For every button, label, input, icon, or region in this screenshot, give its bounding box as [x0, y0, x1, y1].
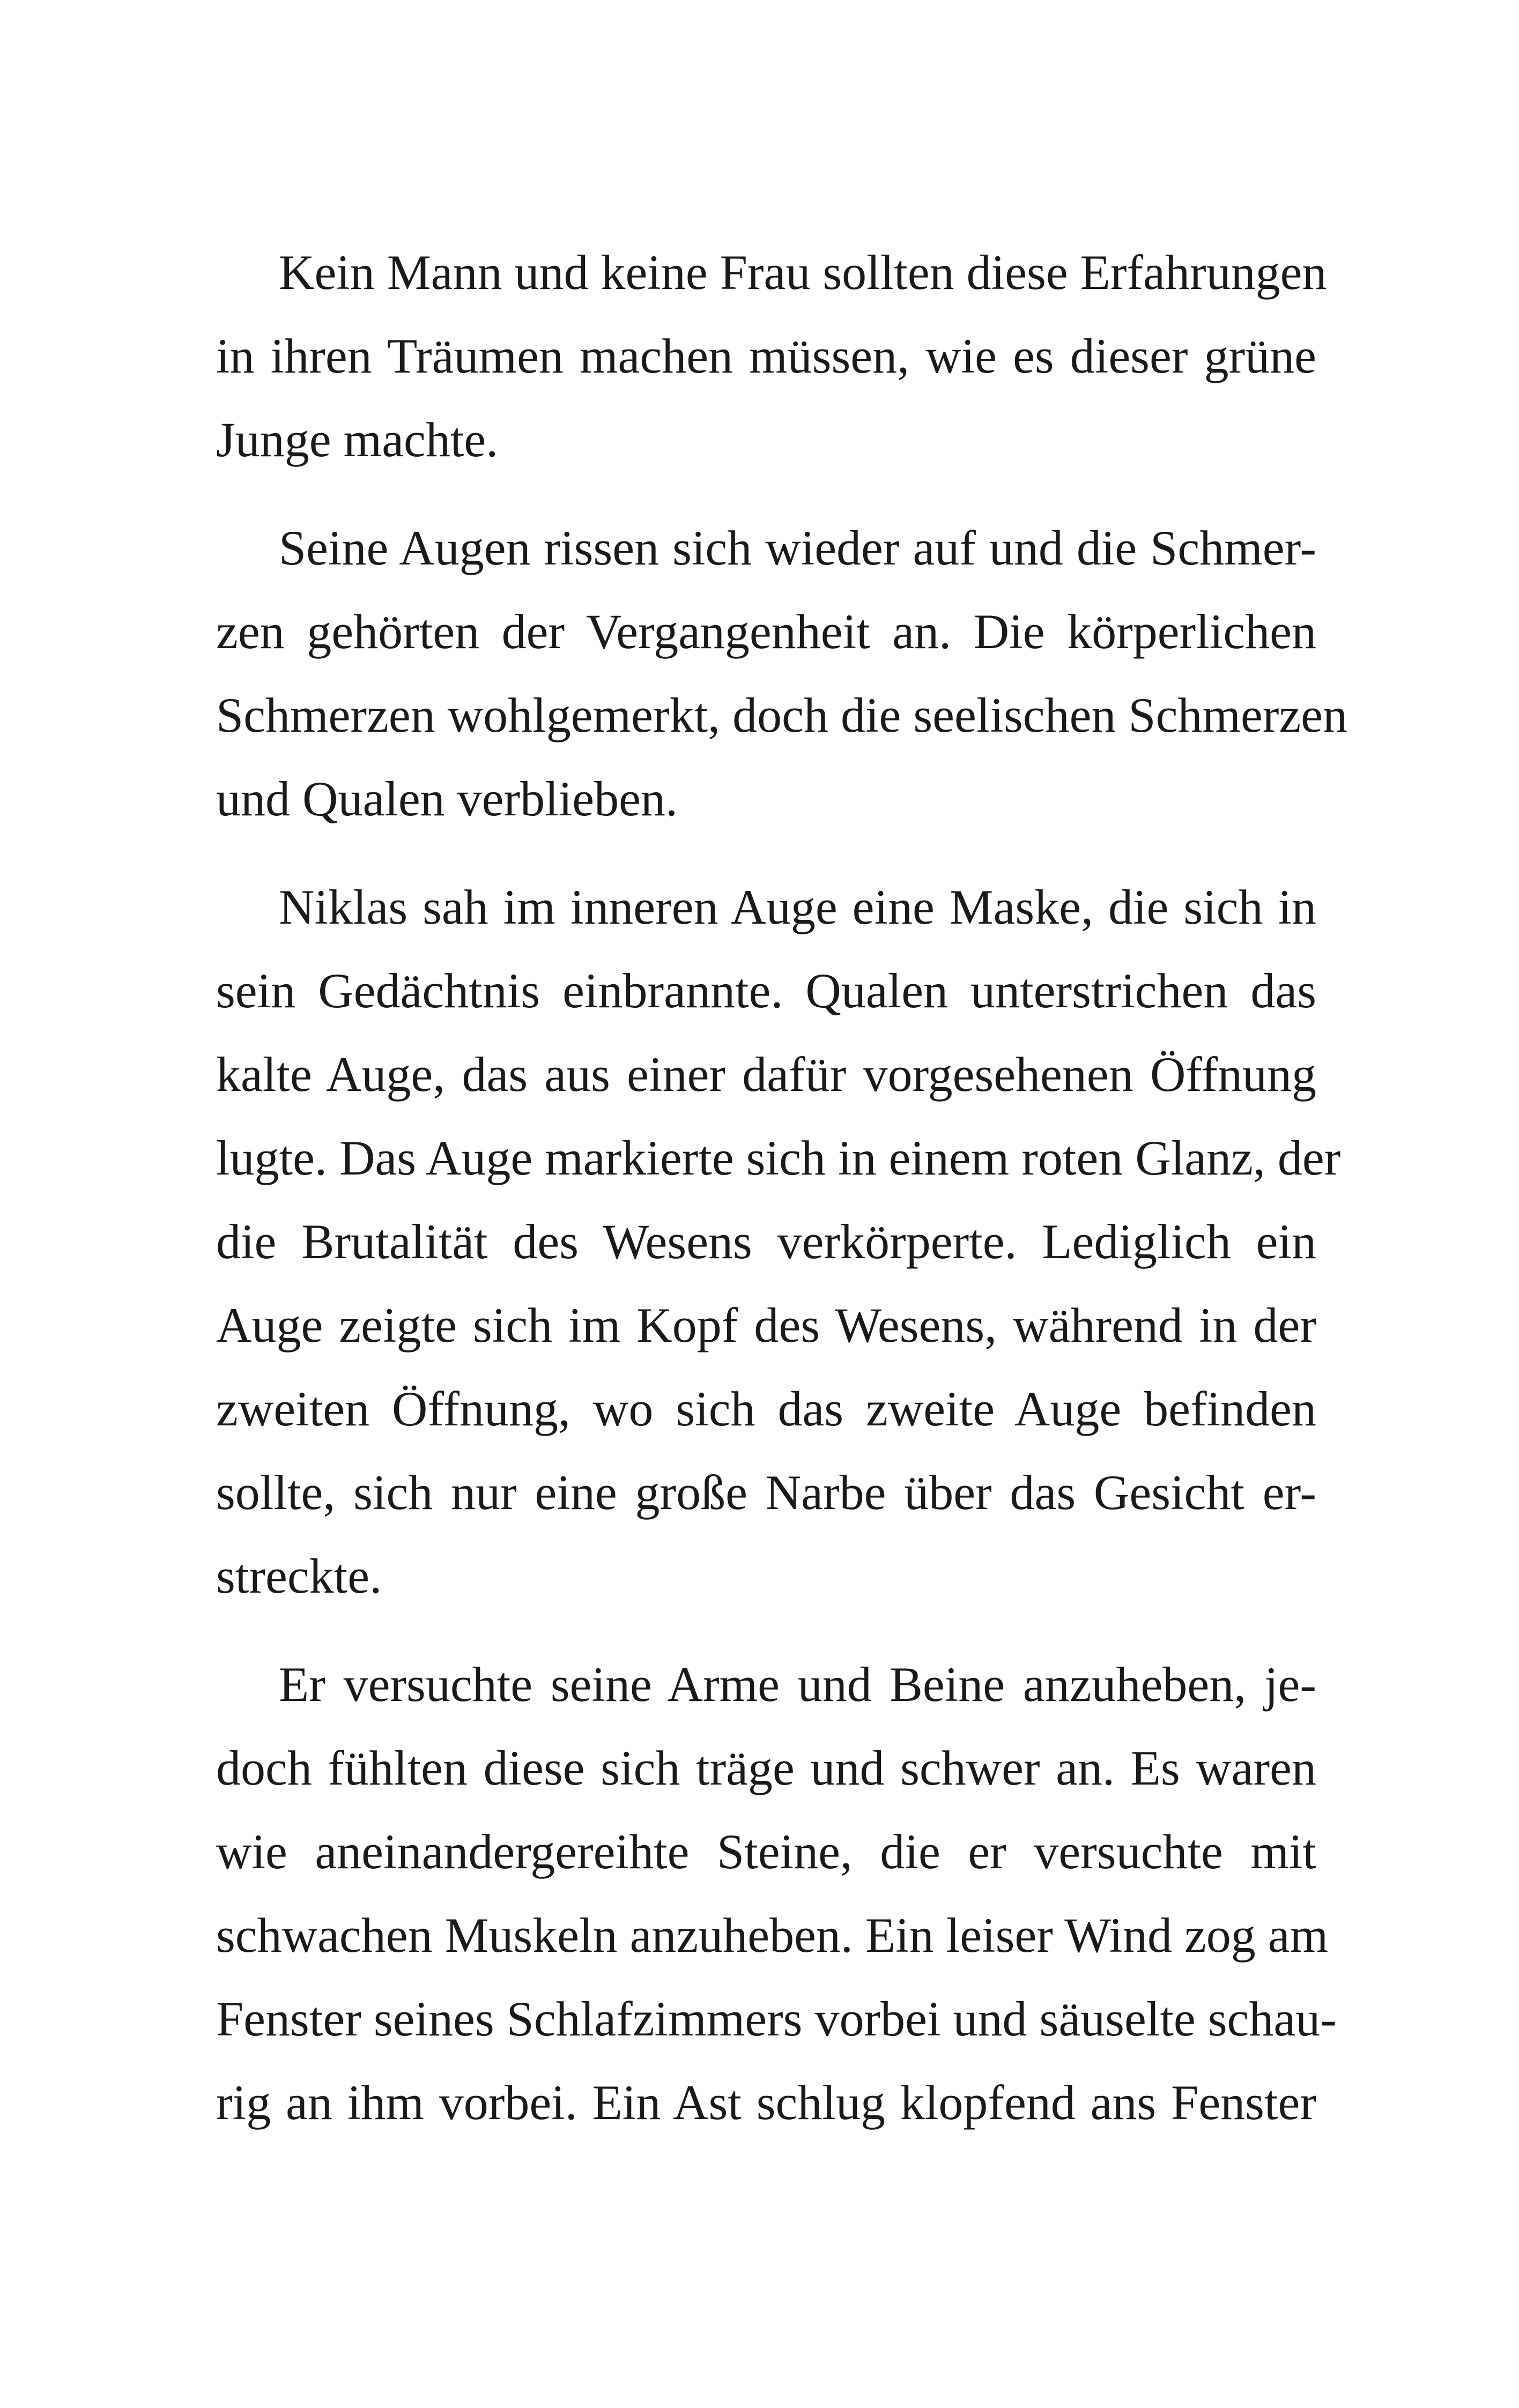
text-line: kalte Auge, das aus einer dafür vorgesehenen Öffnung — [216, 1047, 1316, 1102]
paragraph-gap — [216, 1618, 1316, 1643]
text-line: sollte, sich nur eine große Narbe über das Gesicht er- — [216, 1465, 1316, 1520]
text-line: Fenster seines Schlafzimmers vorbei und säuselte schau- — [216, 1991, 1337, 2046]
text-line: Kein Mann und keine Frau sollten diese Erfahrungen — [279, 245, 1327, 300]
text-line: die Brutalität des Wesens verkörperte. Lediglich ein — [216, 1214, 1316, 1269]
text-line: in ihren Träumen machen müssen, wie es dieser grüne — [216, 329, 1316, 383]
text-line: wie aneinandergereihte Steine, die er versuchte mit — [216, 1824, 1316, 1879]
paragraph — [216, 231, 1327, 481]
text-line: Auge zeigte sich im Kopf des Wesens, während in der — [216, 1298, 1316, 1352]
text-line: Seine Augen rissen sich wieder auf und die Schmer- — [279, 521, 1316, 575]
text-line: Junge machte. — [216, 412, 499, 467]
text-line: doch fühlten diese sich träge und schwer an. Es waren — [216, 1741, 1316, 1795]
text-line: rig an ihm vorbei. Ein Ast schlug klopfend ans Fenster — [216, 2075, 1316, 2130]
text-line: Niklas sah im inneren Auge eine Maske, die sich in — [279, 880, 1316, 934]
body-text — [216, 231, 1348, 2144]
text-line: streckte. — [216, 1549, 382, 1603]
text-line: lugte. Das Auge markierte sich in einem roten Glanz, der — [216, 1131, 1341, 1185]
paragraph — [216, 865, 1341, 1618]
text-line: sein Gedächtnis einbrannte. Qualen unterstrichen das — [216, 963, 1316, 1018]
paragraph — [216, 506, 1348, 841]
text-line: und Qualen verblieben. — [216, 771, 678, 826]
text-line: Er versuchte seine Arme und Beine anzuheben, je- — [279, 1657, 1316, 1712]
paragraph — [216, 1643, 1337, 2144]
text-line: schwachen Muskeln anzuheben. Ein leiser Wind zog am — [216, 1908, 1329, 1963]
paragraph-gap — [216, 841, 1316, 865]
text-line: Schmerzen wohlgemerkt, doch die seelischen Schmerzen — [216, 688, 1348, 742]
text-line: zen gehörten der Vergangenheit an. Die körperlichen — [216, 604, 1316, 659]
text-line: zweiten Öffnung, wo sich das zweite Auge befinden — [216, 1381, 1316, 1436]
paragraph-gap — [216, 481, 1316, 506]
